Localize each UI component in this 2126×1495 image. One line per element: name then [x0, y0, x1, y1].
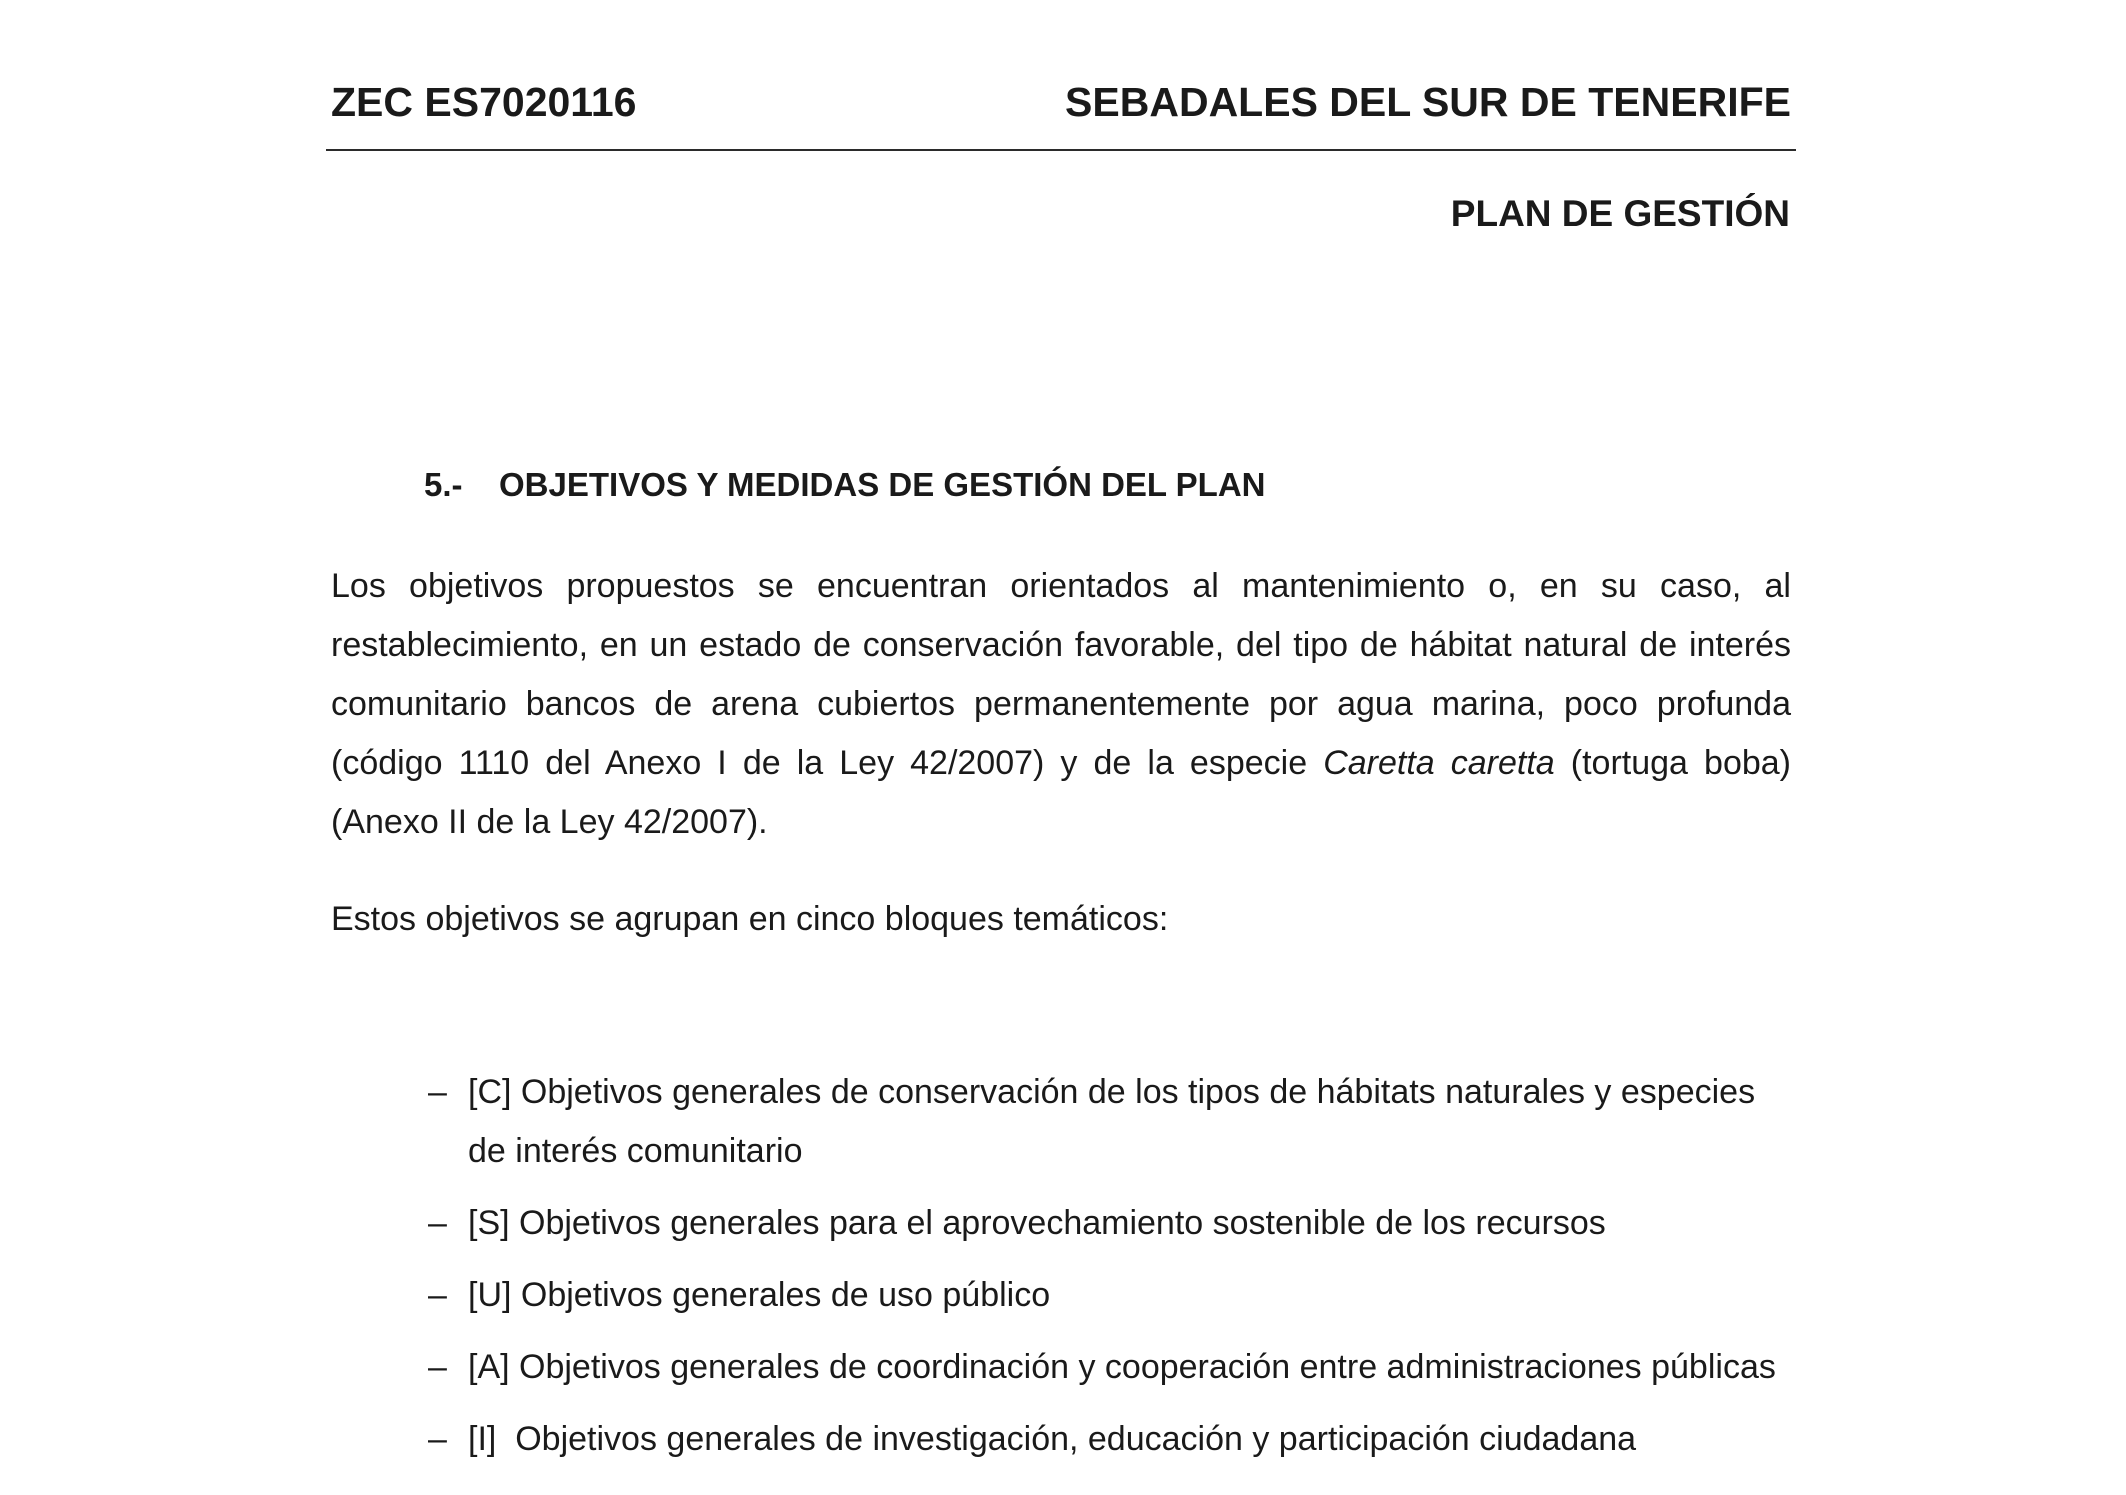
intro-text-part-2: (tortuga boba) (Anexo II de la Ley 42/2007). [331, 744, 1791, 841]
groups-paragraph: Estos objetivos se agrupan en cinco bloques temáticos: [331, 900, 1169, 938]
list-item [428, 1266, 1791, 1325]
section-heading [424, 460, 1265, 510]
dash-bullet: – [428, 1276, 447, 1314]
intro-paragraph [331, 557, 1791, 852]
dash-bullet: – [428, 1420, 447, 1458]
header-document-type: PLAN DE GESTIÓN [1450, 193, 1790, 234]
objectives-list [428, 1063, 1791, 1482]
section-number: 5.- [424, 466, 463, 503]
list-item-text: [I] Objetivos generales de investigación, educación y participación ciudadana [468, 1420, 1637, 1458]
header-site-name: SEBADALES DEL SUR DE TENERIFE [1065, 79, 1791, 125]
section-title-text: OBJETIVOS Y MEDIDAS DE GESTIÓN DEL PLAN [499, 466, 1266, 503]
dash-bullet: – [428, 1073, 447, 1111]
list-item [428, 1410, 1791, 1469]
page-header [331, 72, 1791, 132]
list-item-text: [U] Objetivos generales de uso público [468, 1276, 1051, 1314]
header-divider [326, 149, 1796, 151]
dash-bullet: – [428, 1348, 447, 1386]
species-name: Caretta caretta [1323, 744, 1555, 782]
list-item-text: [S] Objetivos generales para el aprovechamiento sostenible de los recursos [468, 1204, 1606, 1242]
header-site-code: ZEC ES7020116 [331, 79, 637, 125]
list-item-text: [A] Objetivos generales de coordinación y cooperación entre administraciones públicas [468, 1348, 1776, 1386]
list-item [428, 1338, 1791, 1397]
list-item-text: [C] Objetivos generales de conservación de los tipos de hábitats naturales y especies de interés comunitario [468, 1073, 1756, 1170]
list-item [428, 1194, 1791, 1253]
dash-bullet: – [428, 1204, 447, 1242]
list-item [428, 1063, 1791, 1181]
intro-text-part-1: Los objetivos propuestos se encuentran orientados al mantenimiento o, en su caso, al restablecimiento, en un estado de conservación favorable, del tipo de hábitat natural de interés comunitario bancos de arena cubiertos permanentemente por agua marina, poco profunda (código 1110 del Anexo I de la Ley 42/2007) y de la especie [331, 567, 1791, 782]
